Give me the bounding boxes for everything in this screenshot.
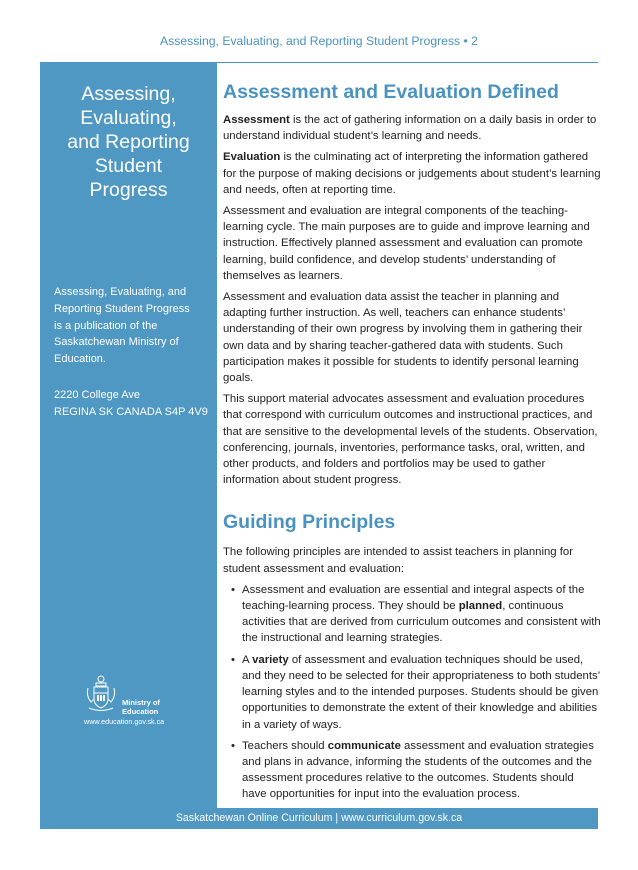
publication-note-line: Education.: [54, 353, 106, 366]
sidebar-title-line: Student: [94, 155, 163, 177]
paragraph-support-material: This support material advocates assessment and evaluation procedures that correspond with curriculum outcomes and instructional practices, and that are sensitive to the developmental levels of the students. Observation, conferencing, journals, inventories, performance tasks, oral, written, and other products, and folders and portfolios may be used to gather information about student progress.: [223, 393, 598, 487]
list-item-emphasis: planned: [458, 600, 503, 613]
term-assessment: Assessment: [223, 114, 290, 126]
list-item: [231, 582, 601, 647]
sidebar-title-line: and Reporting: [67, 131, 190, 153]
sidebar: [40, 62, 217, 808]
bullet-icon: •: [231, 583, 235, 596]
footer-text[interactable]: Saskatchewan Online Curriculum | www.curriculum.gov.sk.ca: [175, 812, 463, 824]
list-item-emphasis: communicate: [327, 739, 401, 752]
address-line: 2220 College Ave: [54, 389, 141, 401]
publication-note-line: Assessing, Evaluating, and: [54, 286, 187, 298]
definition-text: is the act of gathering information on a daily basis in order to understand individual student’s learning and needs.: [223, 114, 597, 143]
list-item: [231, 652, 601, 733]
paragraph-integral-components: Assessment and evaluation are integral components of the teaching-learning cycle. The main purposes are to guide and improve learning and instruction. Effectively planned assessment and evaluation can promote learning, build confidence, and develop students’ understanding of themselves as learners.: [223, 205, 590, 282]
list-item-text: assessment and evaluation strategies and plans in advance, informing the students of the outcomes and the assessment procedures relative to the outcomes. Students should have opportunities for input into the evaluation process.: [242, 739, 594, 801]
address-line: REGINA SK CANADA S4P 4V9: [54, 405, 208, 418]
list-item-text: Teachers should: [242, 739, 328, 752]
sidebar-title: [46, 82, 211, 202]
ministry-website-link[interactable]: www.education.gov.sk.ca: [84, 717, 165, 726]
footer-bar: [40, 808, 598, 829]
list-item-text: , continuous activities that are derived from curriculum outcomes and consistent with the instructional and learning strategies.: [242, 600, 601, 645]
publication-note-line: is a publication of the: [54, 319, 158, 332]
main-content: [223, 80, 601, 808]
ministry-name: [122, 698, 192, 716]
bullet-icon: •: [231, 653, 235, 666]
list-item: [231, 738, 601, 803]
sidebar-title-line: Assessing,: [81, 83, 176, 105]
saskatchewan-crest-icon: [84, 674, 118, 714]
sidebar-title-line: Evaluating,: [80, 107, 177, 129]
ministry-name-line: Ministry of: [122, 698, 160, 707]
publication-note: [54, 284, 214, 368]
ministry-name-line: Education: [122, 707, 159, 716]
paragraph-evaluation-definition: [223, 149, 601, 198]
paragraph-data-assist: Assessment and evaluation data assist the teacher in planning and adapting further instruction. As well, teachers can enhance students’ understanding of their own progress by involving them in gathering their own data and by sharing teacher-gathered data with students. Such participation makes it possible for students to identify personal learning goals.: [223, 291, 583, 385]
bullet-icon: •: [231, 739, 235, 752]
publication-note-line: Saskatchewan Ministry of: [54, 336, 179, 349]
mailing-address: [54, 387, 219, 421]
paragraph-principles-intro: The following principles are intended to assist teachers in planning for student assessment and evaluation:: [223, 546, 573, 575]
list-item-text: Assessment and evaluation are essential and integral aspects of the teaching-learning process. They should be: [242, 583, 585, 613]
section-heading-assessment-defined: Assessment and Evaluation Defined: [223, 81, 559, 103]
paragraph-assessment-definition: [223, 112, 601, 144]
running-header: Assessing, Evaluating, and Reporting Student Progress • 2: [160, 34, 478, 48]
list-item-text: A: [242, 653, 253, 666]
definition-text: is the culminating act of interpreting the information gathered for the purpose of making decisions or judgements about student’s learning and needs, often at reporting time.: [223, 151, 601, 196]
sidebar-title-line: Progress: [89, 179, 168, 201]
list-item-emphasis: variety: [252, 653, 289, 666]
principles-list: [231, 582, 601, 803]
list-item-text: of assessment and evaluation techniques should be used, and they need to be selected for their appropriateness to both students’ learning styles and to the intended purposes. Students should be given opportunities to demonstrate the extent of their knowledge and abilities in a variety of ways.: [242, 653, 600, 731]
term-evaluation: Evaluation: [223, 151, 281, 164]
publication-note-line: Reporting Student Progress: [54, 302, 190, 315]
section-heading-guiding-principles: Guiding Principles: [223, 511, 396, 534]
